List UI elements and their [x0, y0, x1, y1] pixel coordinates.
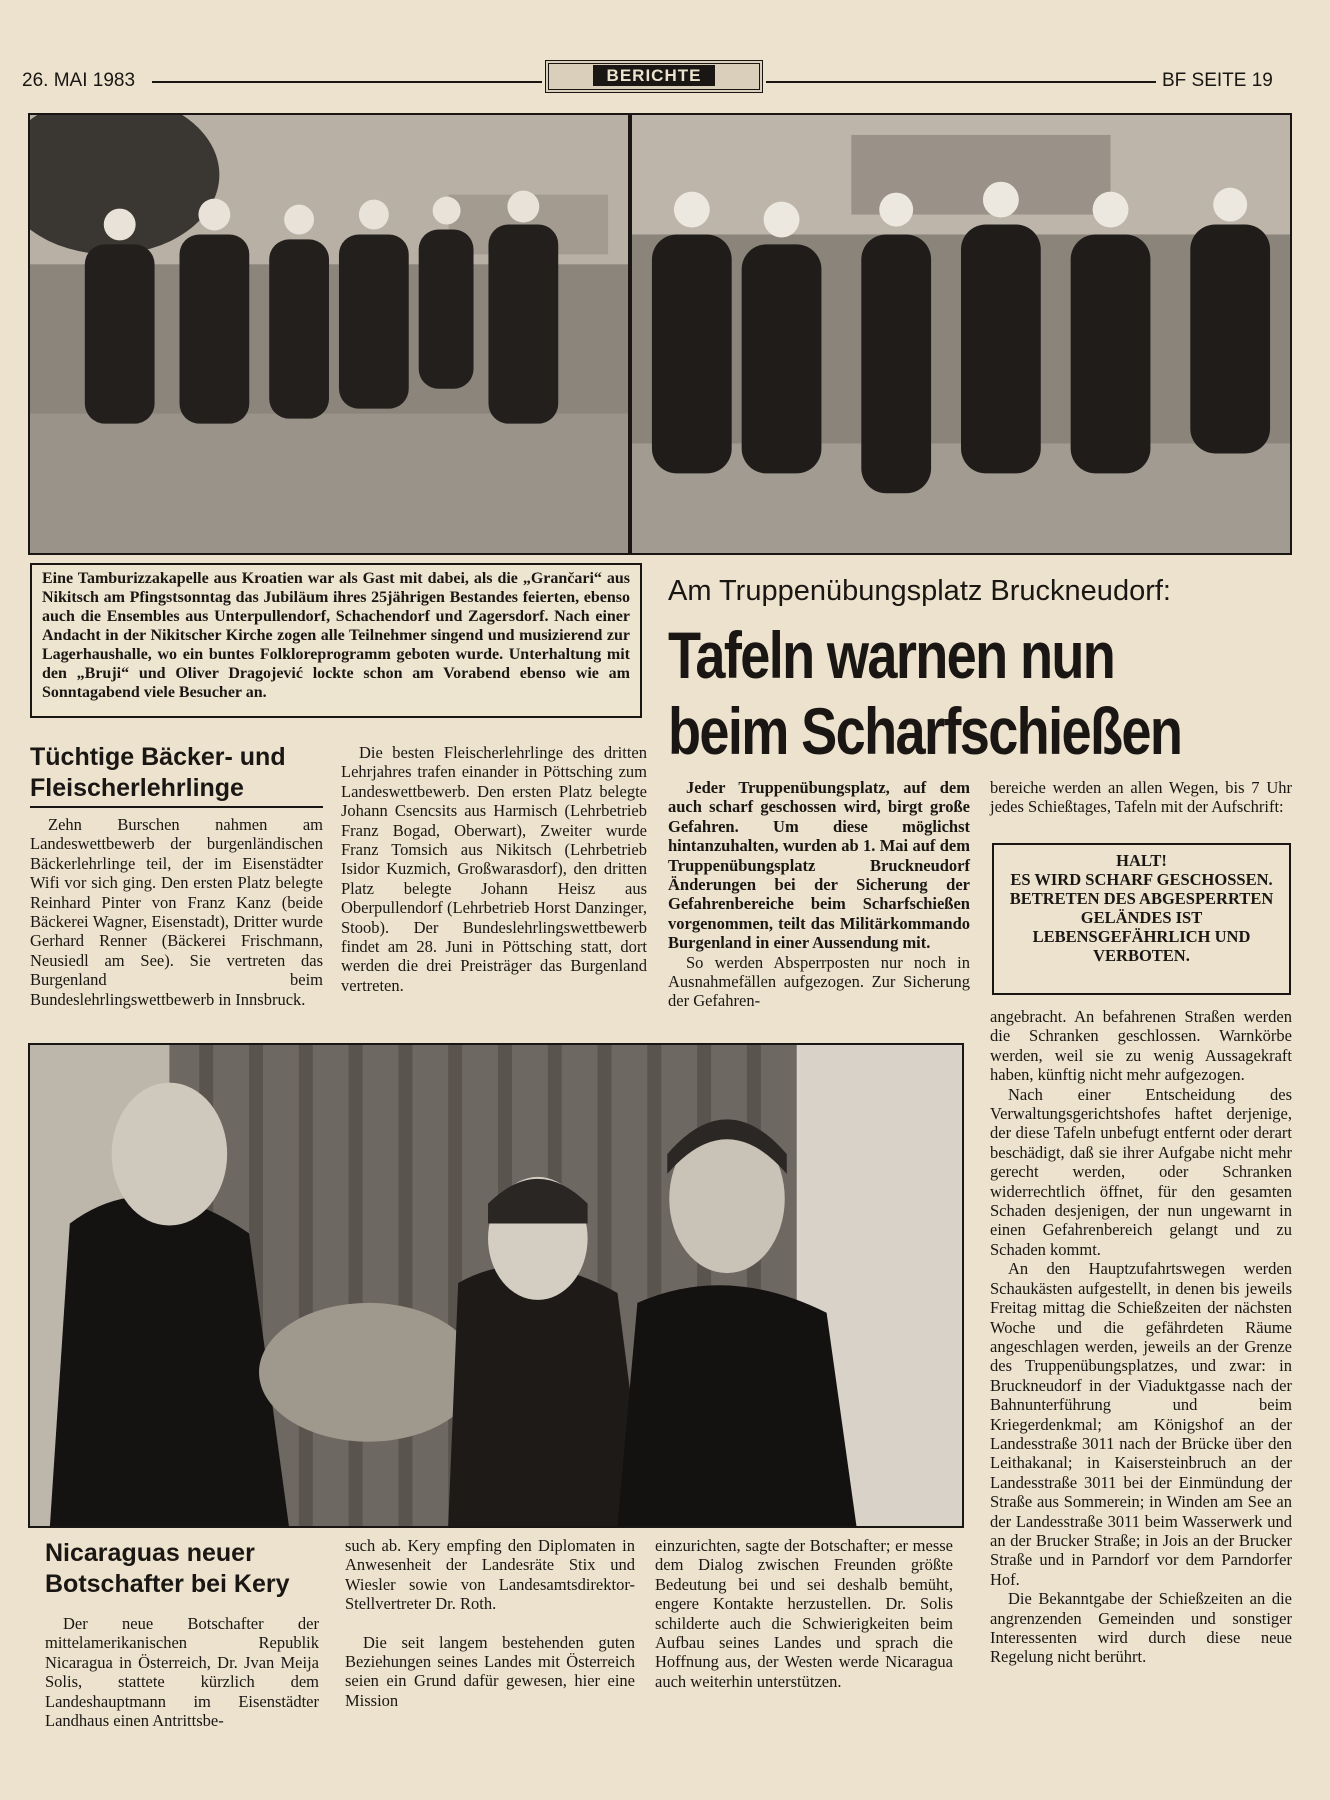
warning-halt: HALT! — [1116, 851, 1167, 870]
main-article-kicker: Am Truppenübungsplatz Bruckneudorf: — [668, 575, 1171, 607]
main-article-col1 — [668, 778, 970, 1011]
photo-folk-group-left — [28, 113, 630, 555]
nicaragua-col2-p1: such ab. Kery empfing den Diplomaten in Anwesenheit der Landesräte Stix und Wiesler sowie von Landesamtsdirektor-Stellvertreter Dr. Roth. — [345, 1536, 635, 1614]
issue-date: 26. MAI 1983 — [22, 70, 136, 91]
baecker-title-line-1: Tüchtige Bäcker- und — [30, 743, 286, 771]
baecker-title-rule — [30, 806, 323, 808]
nicaragua-col1-text: Der neue Botschafter der mittelamerikanischen Republik Nicaragua in Österreich, Dr. Jvan Meija Solis, stattete kürzlich dem Landeshauptmann im Eisenstädter Landhaus einen Antrittsbe- — [45, 1614, 319, 1731]
baecker-article-col2 — [341, 743, 647, 995]
main-article-lead: Jeder Truppenübungsplatz, auf dem auch scharf geschossen wird, birgt große Gefahren. Um diese möglichst hintanzuhalten, wurden ab 1. Mai auf dem Truppenübungsplatz Bruckneudorf Änderungen bei der Sicherung der Gefahrenbereiche beim Scharfschießen vorgenommen, teilt das Militärkommando Burgenland in einer Aussendung mit. — [668, 778, 970, 953]
baecker-article-col1 — [30, 815, 323, 1009]
main-article-col2 — [990, 1007, 1292, 1667]
photo-ambassador-visit-image — [30, 1045, 962, 1526]
nicaragua-title-line-2: Botschafter bei Kery — [45, 1570, 290, 1598]
section-label-text: BERICHTE — [593, 65, 716, 86]
main-article-col2-top — [990, 778, 1292, 817]
headline-line-2: beim Scharfschießen — [668, 694, 1182, 768]
baecker-article-title — [30, 742, 320, 804]
main-article-col2-p2: Nach einer Entscheidung des Verwaltungsgerichtshofes haftet derjenige, der diese Tafeln unbefugt entfernt oder derart beschädigt, daß sie ihrer Aufgabe nicht mehr gerecht werden, oder Schranken widerrechtlich öffnet, für den gesamten Schaden desjenigen, der nun ungewarnt in einen Gefahrenbereich gelangt und zu Schaden kommt. — [990, 1084, 1292, 1259]
header-rule-left — [152, 81, 542, 83]
main-article-col2-intro: bereiche werden an allen Wegen, bis 7 Uhr jedes Schießtages, Tafeln mit der Aufschrift: — [990, 778, 1292, 817]
photo-ambassador-visit — [28, 1043, 964, 1528]
warning-line-3: BETRETEN DES ABGESPERRTEN GELÄNDES IST LEBENSGEFÄHRLICH UND VERBOTEN. — [1009, 889, 1274, 965]
photo-folk-group-left-image — [30, 115, 628, 553]
photo-folk-group-right — [630, 113, 1292, 555]
nicaragua-article-title — [45, 1538, 325, 1600]
baecker-col1-text: Zehn Burschen nahmen am Landeswettbewerb der burgenländischen Bäckerlehrlinge teil, der im Eisenstädter Wifi vor sich ging. Den ersten Platz belegte Reinhard Pinter von Franz Kanz (beide Bäckerei Wagner, Eisenstadt), Dritter wurde Gerhard Renner (Bäckerei Frischmann, Neusiedl am See). Sie vertreten das Burgenland beim Bundeslehrlingswettbewerb in Innsbruck. — [30, 815, 323, 1009]
main-article-col2-p4: Die Bekanntgabe der Schießzeiten an die angrenzenden Gemeinden und sonstiger Interessenten wird durch diese neue Regelung nicht berührt. — [990, 1589, 1292, 1667]
nicaragua-article-col2 — [345, 1536, 635, 1710]
section-label — [545, 60, 763, 93]
nicaragua-article-col1 — [45, 1614, 319, 1730]
main-article-col2-p3: An den Hauptzufahrtswegen werden Schaukästen aufgestellt, in denen bis jeweils Freitag mittag die Schießzeiten der nächsten Woche und die gefährdeten Räume angeschlagen werden, jeweils an der Grenze des Truppenübungsplatzes, und zwar: in Bruckneudorf in der Viaduktgasse nach der Bahnunterführung und beim Kriegerdenkmal; am Königshof an der Landesstraße 3011 nach der Brücke über den Leithakanal; in Kaisersteinbruch an der Landesstraße 3011 bei der Einmündung der Straße aus Sommerein; in Winden am See an der Landesstraße 3011 beim Wasserwerk und an der Brucker Straße; in Jois an der Brucker Straße und in Parndorf vor dem Parndorfer Hof. — [990, 1259, 1292, 1589]
main-article-col1-p2: So werden Absperrposten nur noch in Ausnahmefällen aufgezogen. Zur Sicherung der Gefahren- — [668, 952, 970, 1011]
main-article-col2-p1: angebracht. An befahrenen Straßen werden die Schranken geschlossen. Warnkörbe werden, weil sie zu wenig Aussagekraft haben, künftig nicht mehr aufgezogen. — [990, 1007, 1292, 1085]
nicaragua-article-col3 — [655, 1536, 953, 1691]
nicaragua-title-line-1: Nicaraguas neuer — [45, 1539, 255, 1567]
header-rule-right — [766, 81, 1156, 83]
headline-line-1: Tafeln warnen nun — [668, 618, 1115, 692]
photo-folk-group-right-image — [632, 115, 1290, 553]
photo-caption: Eine Tamburizzakapelle aus Kroatien war als Gast mit dabei, als die „Grančari“ aus Nikitsch am Pfingstsonntag das Jubiläum ihres 25jährigen Bestandes feierten, ebenso auch die Ensembles aus Unterpullendorf, Schachendorf und Zagersdorf. Nach einer Andacht in der Nikitscher Kirche zogen alle Teilnehmer singend und musizierend zur Lagerhaushalle, wo ein buntes Folkloreprogramm geboten wurde. Unterhaltung mit den „Bruji“ und Oliver Dragojević lockte schon am Vorabend ebenso wie am Sonntagabend viele Besucher an. — [30, 563, 642, 718]
nicaragua-col3-text: einzurichten, sagte der Botschafter; er messe dem Dialog zwischen Freunden größte Bedeutung bei und sei deshalb bemüht, engere Kontakte herzustellen. Dr. Solis schilderte auch die Schwierigkeiten beim Aufbau seines Landes und sprach die Hoffnung aus, der Westen werde Nicaragua auch weiterhin unterstützen. — [655, 1536, 953, 1691]
nicaragua-col2-p2: Die seit langem bestehenden guten Beziehungen seines Landes mit Österreich seien ein Grund dafür gewesen, hier eine Mission — [345, 1632, 635, 1710]
main-article-headline — [668, 617, 1201, 769]
baecker-col2-text: Die besten Fleischerlehrlinge des dritten Lehrjahres trafen einander in Pöttsching zum Landeswettbewerb. Den ersten Platz belegte Johann Csencsits aus Harmisch (Lehrbetrieb Franz Bogad, Oberwart), Zweiter wurde Franz Tomsich aus Nikitsch (Lehrbetrieb Isidor Kuzmich, Großwarasdorf), den dritten Platz belegte Johann Heisz aus Oberpullendorf (Lehrbetrieb Horst Danzinger, Stoob). Der Bundeslehrlingswettbewerb findet am 28. Juni in Pöttsching statt, dort werden die drei Preisträger das Burgenland vertreten. — [341, 743, 647, 995]
baecker-title-line-2: Fleischerlehrlinge — [30, 774, 244, 802]
page-number: BF SEITE 19 — [1162, 70, 1273, 91]
warning-sign-box — [992, 843, 1291, 995]
warning-line-2: ES WIRD SCHARF GESCHOSSEN. — [1010, 870, 1273, 889]
